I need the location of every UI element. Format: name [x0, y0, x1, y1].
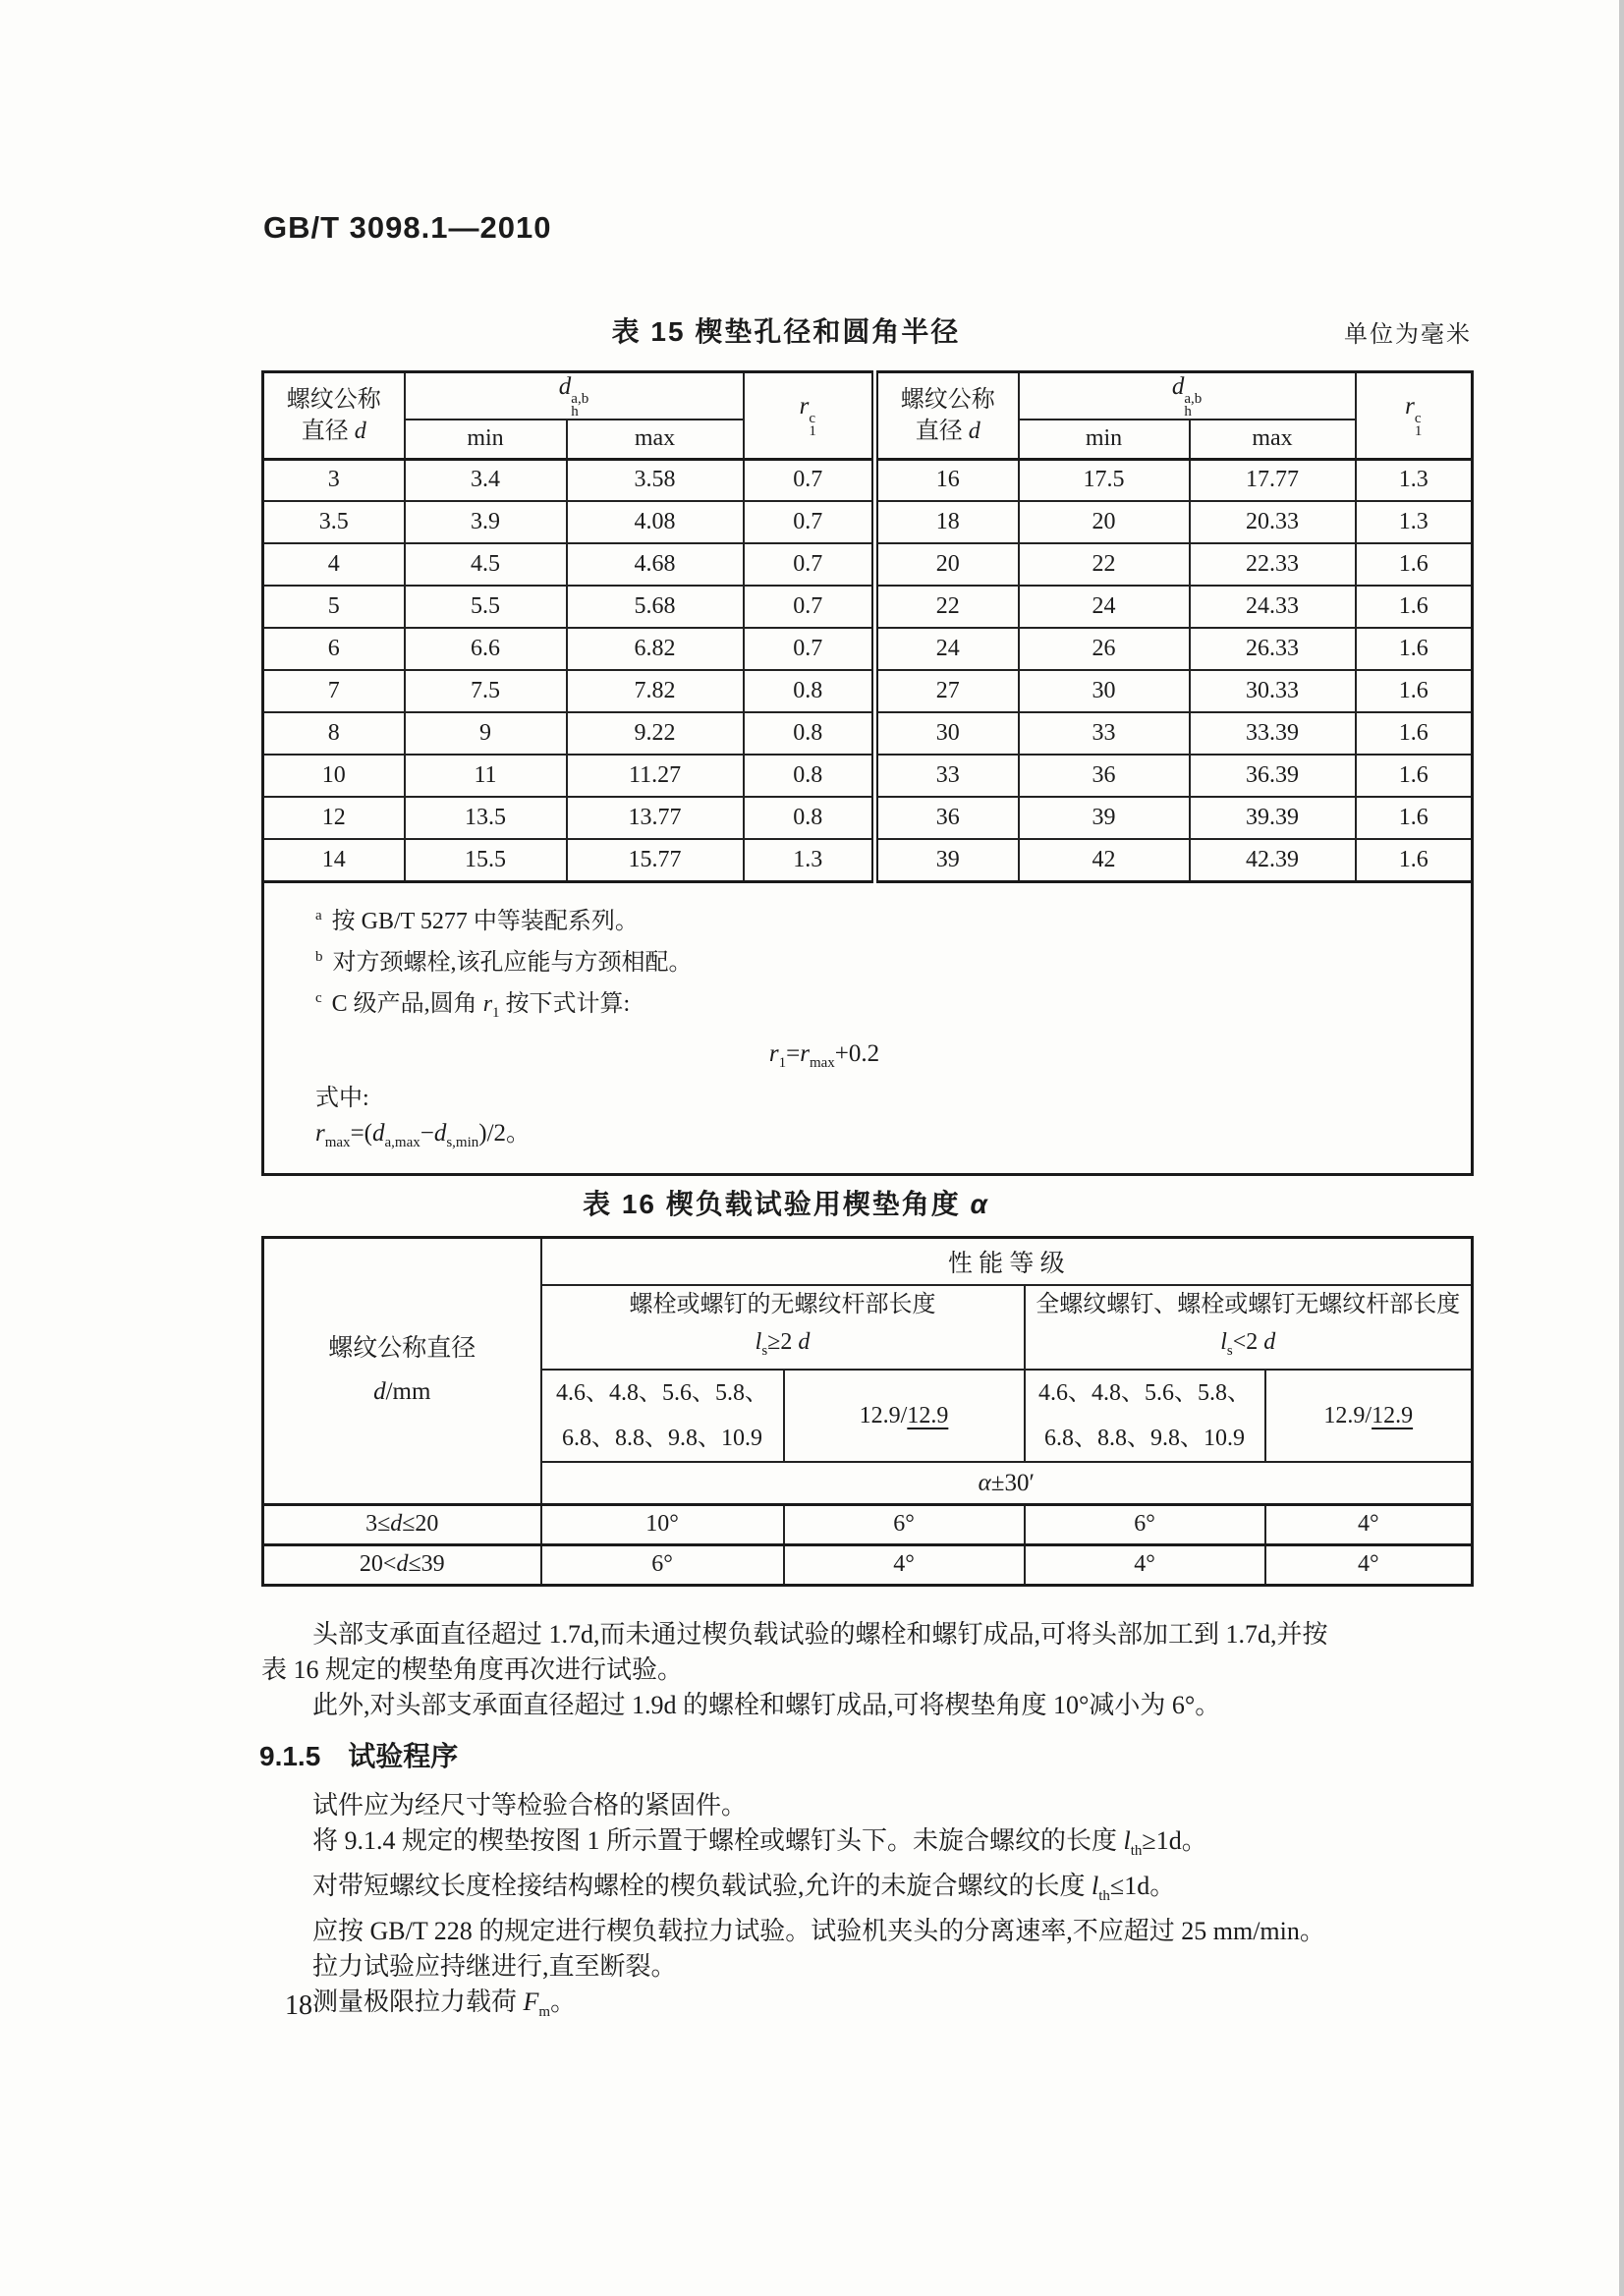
- cell-d: 4: [263, 543, 405, 586]
- table16: [261, 1236, 1474, 1587]
- cell-max: 42.39: [1190, 839, 1356, 881]
- cell-min: 6.6: [405, 628, 567, 670]
- cell-max: 4.08: [567, 501, 744, 543]
- cell-d: 33: [875, 755, 1019, 797]
- cell-min: 39: [1019, 797, 1190, 839]
- group1-title: 螺栓或螺钉的无螺纹杆部长度: [629, 1291, 936, 1317]
- cell-r1: 1.6: [1356, 755, 1473, 797]
- procedure-line: [261, 1869, 1509, 1914]
- fm-subscript: m: [538, 2004, 551, 2021]
- cell-max: 4.68: [567, 543, 744, 586]
- r1-symbol: r: [482, 990, 493, 1017]
- group2-header: [1025, 1285, 1473, 1371]
- lth-subscript: th: [1098, 1888, 1110, 1905]
- dh-symbol: d: [558, 373, 572, 400]
- line-text: 将 9.1.4 规定的楔垫按图 1 所示置于螺栓或螺钉头下。未旋合螺纹的长度: [312, 1826, 1124, 1855]
- ls-subscript: s: [1226, 1342, 1233, 1359]
- angle-value: 6°: [1025, 1504, 1265, 1544]
- r1-subscript: 1: [1414, 422, 1423, 439]
- footnote-c-text: C 级产品,圆角: [331, 990, 483, 1017]
- cell-r1: 1.6: [1356, 670, 1473, 712]
- cell-max: 7.82: [567, 670, 744, 712]
- table-row: [263, 586, 1473, 628]
- cell-min: 15.5: [405, 839, 567, 881]
- cell-min: 33: [1019, 712, 1190, 755]
- d-symbol: d: [396, 1551, 409, 1578]
- cell-min: 36: [1019, 755, 1190, 797]
- formula-rmax-def: [315, 1117, 1451, 1159]
- rmax-symbol: r: [315, 1120, 325, 1148]
- cell-max: 11.27: [567, 755, 744, 797]
- cell-r1: 0.8: [744, 797, 875, 839]
- alpha-symbol: α: [978, 1469, 991, 1496]
- where-label: 式中:: [315, 1086, 369, 1112]
- diameter-header-line1: 螺纹公称直径: [328, 1335, 476, 1363]
- diameter-unit: /mm: [385, 1378, 431, 1406]
- footnote-a: [315, 899, 1451, 938]
- group1-condition: ≥2: [767, 1328, 799, 1355]
- table16-header-diameter: [263, 1238, 541, 1505]
- angle-value: 4°: [1265, 1544, 1473, 1585]
- grade-129: 12.9/: [1323, 1402, 1372, 1428]
- cell-max: 22.33: [1190, 543, 1356, 586]
- angle-value: 6°: [541, 1544, 784, 1585]
- cell-d: 18: [875, 501, 1019, 543]
- cell-min: 22: [1019, 543, 1190, 586]
- cell-r1: 0.7: [744, 459, 875, 501]
- table15-header-r1-right: [1356, 372, 1473, 460]
- da-sub: a,max: [384, 1135, 420, 1151]
- cell-d: 14: [263, 839, 405, 881]
- dh-subscript: h: [1184, 404, 1192, 420]
- ls-symbol: l: [1220, 1328, 1227, 1355]
- range-post: ≤20: [402, 1511, 439, 1538]
- scan-edge-artifact: [1619, 0, 1624, 2296]
- cell-d: 7: [263, 670, 405, 712]
- group2-title: 全螺纹螺钉、螺栓或螺钉无螺纹杆部长度: [1036, 1291, 1461, 1317]
- ls-symbol: l: [755, 1328, 762, 1355]
- table15-footnotes-row: [263, 881, 1473, 1175]
- grade-list-line1: 4.6、4.8、5.6、5.8、: [1038, 1380, 1251, 1407]
- cell-r1: 0.8: [744, 670, 875, 712]
- grade-129-cell: [1265, 1370, 1473, 1462]
- cell-min: 3.9: [405, 501, 567, 543]
- cell-r1: 1.3: [744, 839, 875, 881]
- formula-r1: [315, 1040, 1451, 1072]
- section-heading: [259, 1735, 458, 1774]
- equals-paren: =(: [350, 1120, 372, 1148]
- performance-class-header: 性 能 等 级: [541, 1238, 1473, 1285]
- max-header: max: [1190, 420, 1356, 459]
- cell-max: 15.77: [567, 839, 744, 881]
- procedure-line: 拉力试验应持继进行,直至断裂。: [312, 1952, 677, 1982]
- min-header: min: [1019, 420, 1190, 459]
- range-pre: 3≤: [365, 1511, 391, 1538]
- dh-symbol: d: [1171, 373, 1185, 400]
- table15-unit-note: 单位为毫米: [1344, 322, 1472, 348]
- footnote-a-marker: a: [315, 907, 322, 924]
- footnote-c-text-post: 按下式计算:: [499, 990, 631, 1017]
- page-number: 18: [285, 1990, 312, 2021]
- ds-symbol: d: [433, 1120, 447, 1148]
- fm-symbol: F: [523, 1988, 539, 2017]
- d-symbol: d: [390, 1511, 403, 1538]
- cell-max: 24.33: [1190, 586, 1356, 628]
- procedure-line: 应按 GB/T 228 的规定进行楔负载拉力试验。试验机夹头的分离速率,不应超过 25 mm/min。: [312, 1917, 1325, 1946]
- formula-r: r: [768, 1040, 779, 1068]
- line-text: 测量极限拉力载荷: [312, 1988, 524, 2017]
- table-row: [263, 1504, 1473, 1544]
- r1-subscript: 1: [492, 1004, 500, 1021]
- footnote-a-text: 按 GB/T 5277 中等装配系列。: [331, 908, 639, 934]
- diameter-symbol: d: [354, 418, 366, 444]
- table-row: [263, 670, 1473, 712]
- alpha-tolerance: ±30′: [990, 1469, 1035, 1496]
- line-text-post: ≤1d。: [1109, 1872, 1176, 1901]
- cell-max: 13.77: [567, 797, 744, 839]
- cell-d: 3: [263, 459, 405, 501]
- r1-subscript: 1: [809, 422, 816, 439]
- dh-superscript: a,b: [1184, 391, 1203, 407]
- ls-subscript: s: [761, 1342, 768, 1359]
- grade-list-cell: [1025, 1370, 1265, 1462]
- dh-superscript: a,b: [571, 391, 589, 407]
- cell-min: 11: [405, 755, 567, 797]
- rmax-sub: max: [324, 1135, 351, 1151]
- cell-max: 30.33: [1190, 670, 1356, 712]
- diameter-symbol: d: [968, 418, 980, 444]
- cell-min: 24: [1019, 586, 1190, 628]
- paragraph-line: 头部支承面直径超过 1.7d,而未通过楔负载试验的螺栓和螺钉成品,可将头部加工到 1.7d,并按: [312, 1620, 1328, 1649]
- min-header: min: [405, 420, 567, 459]
- cell-r1: 1.6: [1356, 628, 1473, 670]
- r1-superscript: c: [809, 410, 816, 426]
- table-row: [263, 543, 1473, 586]
- procedure-line: [261, 1823, 1509, 1869]
- procedure-lines: [261, 1788, 1509, 2031]
- cell-d: 8: [263, 712, 405, 755]
- cell-r1: 0.7: [744, 586, 875, 628]
- procedure-line: 试件应为经尺寸等检验合格的紧固件。: [312, 1791, 748, 1820]
- standard-code: GB/T 3098.1—2010: [263, 210, 552, 245]
- grade-list-line2: 6.8、8.8、9.8、10.9: [562, 1426, 762, 1452]
- cell-min: 4.5: [405, 543, 567, 586]
- max-header: max: [567, 420, 744, 459]
- cell-min: 20: [1019, 501, 1190, 543]
- cell-r1: 1.3: [1356, 501, 1473, 543]
- cell-d: 30: [875, 712, 1019, 755]
- cell-min: 30: [1019, 670, 1190, 712]
- table15-title: 表 15 楔垫孔径和圆角半径: [611, 316, 961, 347]
- cell-r1: 0.8: [744, 712, 875, 755]
- angle-value: 6°: [784, 1504, 1025, 1544]
- cell-r1: 1.6: [1356, 543, 1473, 586]
- paragraph-line: 此外,对头部支承面直径超过 1.9d 的螺栓和螺钉成品,可将楔垫角度 10°减小为 6°。: [312, 1691, 1221, 1719]
- cell-max: 33.39: [1190, 712, 1356, 755]
- table-row: [263, 797, 1473, 839]
- r1-symbol: r: [799, 392, 810, 420]
- cell-d: 39: [875, 839, 1019, 881]
- cell-min: 42: [1019, 839, 1190, 881]
- grade-list-cell: [541, 1370, 784, 1462]
- cell-r1: 1.6: [1356, 586, 1473, 628]
- cell-max: 3.58: [567, 459, 744, 501]
- grade-129-underlined: 12.9: [907, 1402, 949, 1428]
- cell-max: 39.39: [1190, 797, 1356, 839]
- cell-r1: 1.6: [1356, 839, 1473, 881]
- paragraph-line: 表 16 规定的楔垫角度再次进行试验。: [261, 1655, 684, 1684]
- diameter-header-line1: 螺纹公称: [286, 386, 381, 413]
- footnote-c-marker: c: [315, 989, 322, 1006]
- line-text: 对带短螺纹长度栓接结构螺栓的楔负载试验,允许的未旋合螺纹的长度: [312, 1872, 1092, 1901]
- cell-min: 3.4: [405, 459, 567, 501]
- line-text-post: ≥1d。: [1142, 1826, 1207, 1855]
- diameter-header-line2: 直径: [915, 418, 969, 444]
- range-cell: [263, 1504, 541, 1544]
- cell-d: 12: [263, 797, 405, 839]
- formula-tail: +0.2: [834, 1040, 880, 1068]
- range-pre: 20<: [359, 1551, 397, 1578]
- section-title: 试验程序: [348, 1741, 459, 1771]
- ds-sub: s,min: [446, 1135, 479, 1151]
- angle-value: 4°: [1265, 1504, 1473, 1544]
- section-number: 9.1.5: [259, 1741, 321, 1771]
- group2-condition: <2: [1232, 1328, 1264, 1355]
- group1-header: [541, 1285, 1025, 1371]
- angle-value: 10°: [541, 1504, 784, 1544]
- cell-d: 16: [875, 459, 1019, 501]
- grade-list-line2: 6.8、8.8、9.8、10.9: [1044, 1426, 1245, 1452]
- table15-header-diameter-right: [875, 372, 1019, 460]
- cell-d: 10: [263, 755, 405, 797]
- table16-title: [334, 1183, 1238, 1222]
- table15-header-dh-left: [405, 372, 744, 420]
- procedure-line: [261, 1985, 1509, 2030]
- r1-symbol: r: [1405, 392, 1415, 420]
- equals: =: [786, 1040, 801, 1068]
- cell-max: 17.77: [1190, 459, 1356, 501]
- table16-title-text: 表 16 楔负载试验用楔垫角度: [583, 1189, 971, 1219]
- table15-header-diameter-left: [263, 372, 405, 460]
- cell-r1: 0.7: [744, 501, 875, 543]
- cell-d: 6: [263, 628, 405, 670]
- formula-r-sub: 1: [778, 1055, 787, 1072]
- table15: [261, 370, 1474, 1176]
- cell-r1: 0.7: [744, 543, 875, 586]
- lth-symbol: l: [1123, 1826, 1131, 1855]
- lth-subscript: th: [1130, 1843, 1143, 1860]
- diameter-header-line1: 螺纹公称: [900, 386, 995, 413]
- cell-min: 26: [1019, 628, 1190, 670]
- diameter-symbol: d: [373, 1378, 386, 1406]
- cell-d: 36: [875, 797, 1019, 839]
- cell-d: 22: [875, 586, 1019, 628]
- line-text-post: 。: [550, 1988, 577, 2017]
- cell-d: 3.5: [263, 501, 405, 543]
- table15-header-dh-right: [1019, 372, 1356, 420]
- table-row: [263, 628, 1473, 670]
- table-row: [263, 459, 1473, 501]
- grade-129-cell: [784, 1370, 1025, 1462]
- cell-d: 27: [875, 670, 1019, 712]
- footnote-b-marker: b: [315, 948, 323, 965]
- table-row: [263, 1544, 1473, 1585]
- cell-min: 9: [405, 712, 567, 755]
- cell-max: 5.68: [567, 586, 744, 628]
- cell-min: 13.5: [405, 797, 567, 839]
- cell-d: 24: [875, 628, 1019, 670]
- grade-129-underlined: 12.9: [1372, 1402, 1414, 1428]
- alpha-symbol: α: [970, 1189, 989, 1219]
- cell-max: 26.33: [1190, 628, 1356, 670]
- cell-min: 5.5: [405, 586, 567, 628]
- cell-r1: 0.7: [744, 628, 875, 670]
- angle-value: 4°: [784, 1544, 1025, 1585]
- formula-tail: )/2。: [478, 1120, 532, 1148]
- table-row: [263, 839, 1473, 881]
- dh-subscript: h: [571, 404, 579, 420]
- cell-min: 17.5: [1019, 459, 1190, 501]
- cell-d: 5: [263, 586, 405, 628]
- da-symbol: d: [372, 1120, 385, 1148]
- d-symbol: d: [798, 1328, 811, 1355]
- angle-value: 4°: [1025, 1544, 1265, 1585]
- table-row: [263, 712, 1473, 755]
- table15-header-r1-left: [744, 372, 875, 460]
- grade-list-line1: 4.6、4.8、5.6、5.8、: [556, 1380, 768, 1407]
- cell-r1: 1.6: [1356, 797, 1473, 839]
- table-row: [263, 755, 1473, 797]
- cell-max: 9.22: [567, 712, 744, 755]
- range-post: ≤39: [408, 1551, 445, 1578]
- cell-max: 6.82: [567, 628, 744, 670]
- cell-r1: 1.3: [1356, 459, 1473, 501]
- d-symbol: d: [1263, 1328, 1276, 1355]
- cell-d: 20: [875, 543, 1019, 586]
- footnote-b: [315, 940, 1451, 980]
- footnote-c: [315, 981, 1451, 1030]
- footnote-b-text: 对方颈螺栓,该孔应能与方颈相配。: [332, 949, 693, 976]
- cell-max: 36.39: [1190, 755, 1356, 797]
- r1-superscript: c: [1414, 410, 1422, 426]
- formula-rmax-sub: max: [809, 1055, 835, 1072]
- cell-r1: 1.6: [1356, 712, 1473, 755]
- range-cell: [263, 1544, 541, 1585]
- paragraph-block: [261, 1617, 1484, 1723]
- grade-129: 12.9/: [859, 1402, 908, 1428]
- minus: −: [420, 1120, 434, 1148]
- formula-rmax: r: [800, 1040, 810, 1068]
- table-row: [263, 501, 1473, 543]
- cell-max: 20.33: [1190, 501, 1356, 543]
- cell-r1: 0.8: [744, 755, 875, 797]
- lth-symbol: l: [1092, 1872, 1099, 1901]
- diameter-header-line2: 直径: [301, 418, 355, 444]
- cell-min: 7.5: [405, 670, 567, 712]
- alpha-tolerance-cell: [541, 1462, 1473, 1504]
